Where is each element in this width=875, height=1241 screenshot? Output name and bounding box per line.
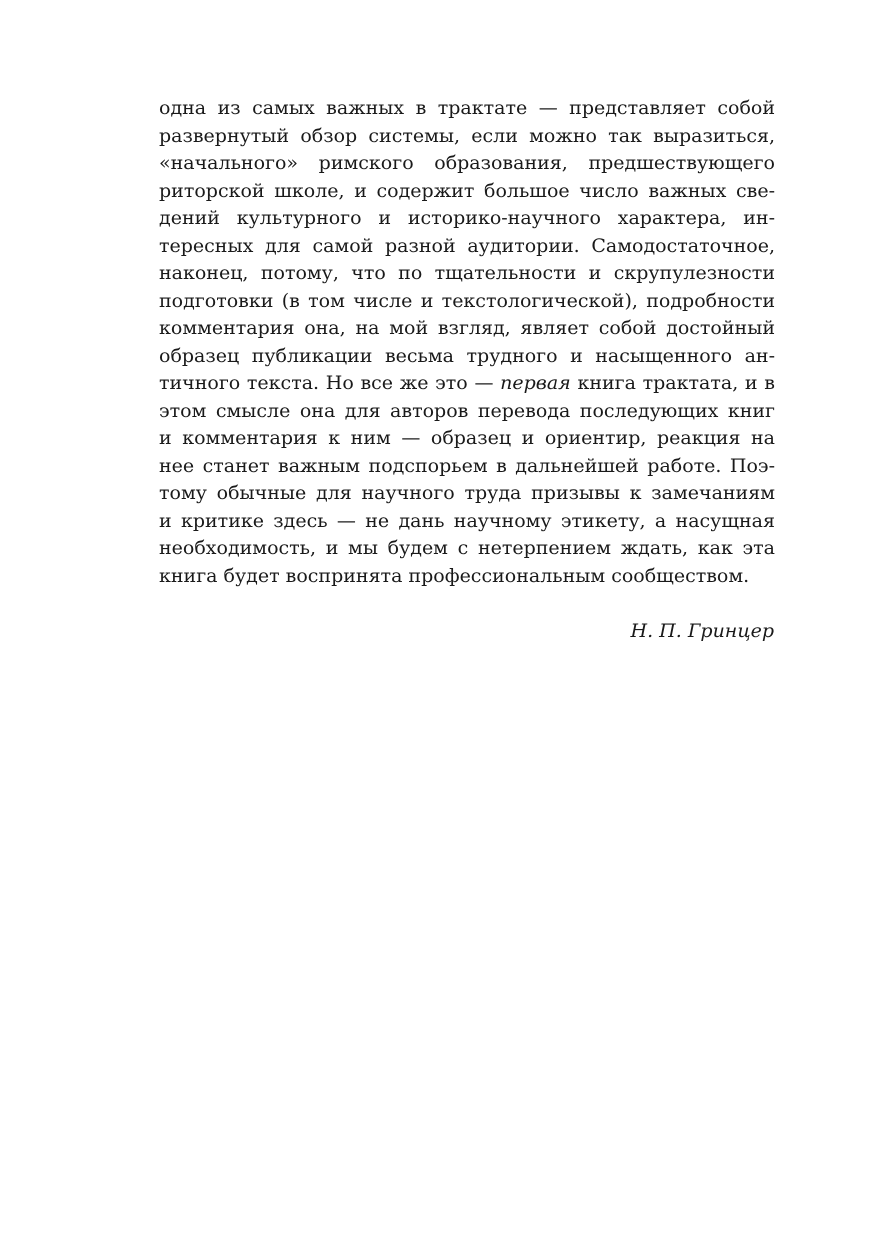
text-line: комментария она, на мой взгляд, являет собой достойный — [159, 317, 775, 339]
author-signature: Н. П. Гринцер — [630, 620, 774, 642]
text-line-with-emphasis — [159, 370, 775, 398]
text-line: развернутый обзор системы, если можно так выразиться, — [159, 124, 775, 147]
text-line: нее станет важным подспорьем в дальнейшей работе. Поэ- — [159, 454, 775, 477]
text-line: образец публикации весьма трудного и насыщенного ан- — [159, 344, 775, 367]
text-line: и комментария к ним — образец и ориентир, реакция на — [159, 427, 775, 449]
text-line: этом смысле она для авторов перевода последующих книг — [159, 399, 775, 422]
text-segment: тичного текста. Но все же это — — [159, 372, 501, 394]
emphasized-word: первая — [500, 372, 571, 394]
text-line: тому обычные для научного труда призывы к замечаниям — [159, 482, 775, 504]
text-line: «начального» римского образования, предшествующего — [159, 152, 775, 174]
text-line: и критике здесь — не дань научному этикету, а насущная — [159, 509, 775, 532]
text-line: дений культурного и историко-научного характера, ин- — [159, 207, 775, 229]
text-line-last: книга будет воспринята профессиональным сообществом. — [159, 564, 750, 587]
text-line: одна из самых важных в трактате — представляет собой — [159, 97, 775, 119]
body-text — [159, 95, 775, 590]
text-segment: книга трактата, и в — [570, 372, 775, 394]
text-line: тересных для самой разной аудитории. Самодостаточное, — [159, 234, 775, 257]
text-line: подготовки (в том числе и текстологической), подробности — [159, 289, 775, 312]
text-line: наконец, потому, что по тщательности и скрупулезности — [159, 262, 775, 284]
text-line: необходимость, и мы будем с нетерпением ждать, как эта — [159, 537, 775, 559]
text-line: риторской школе, и содержит большое число важных све- — [159, 179, 775, 202]
